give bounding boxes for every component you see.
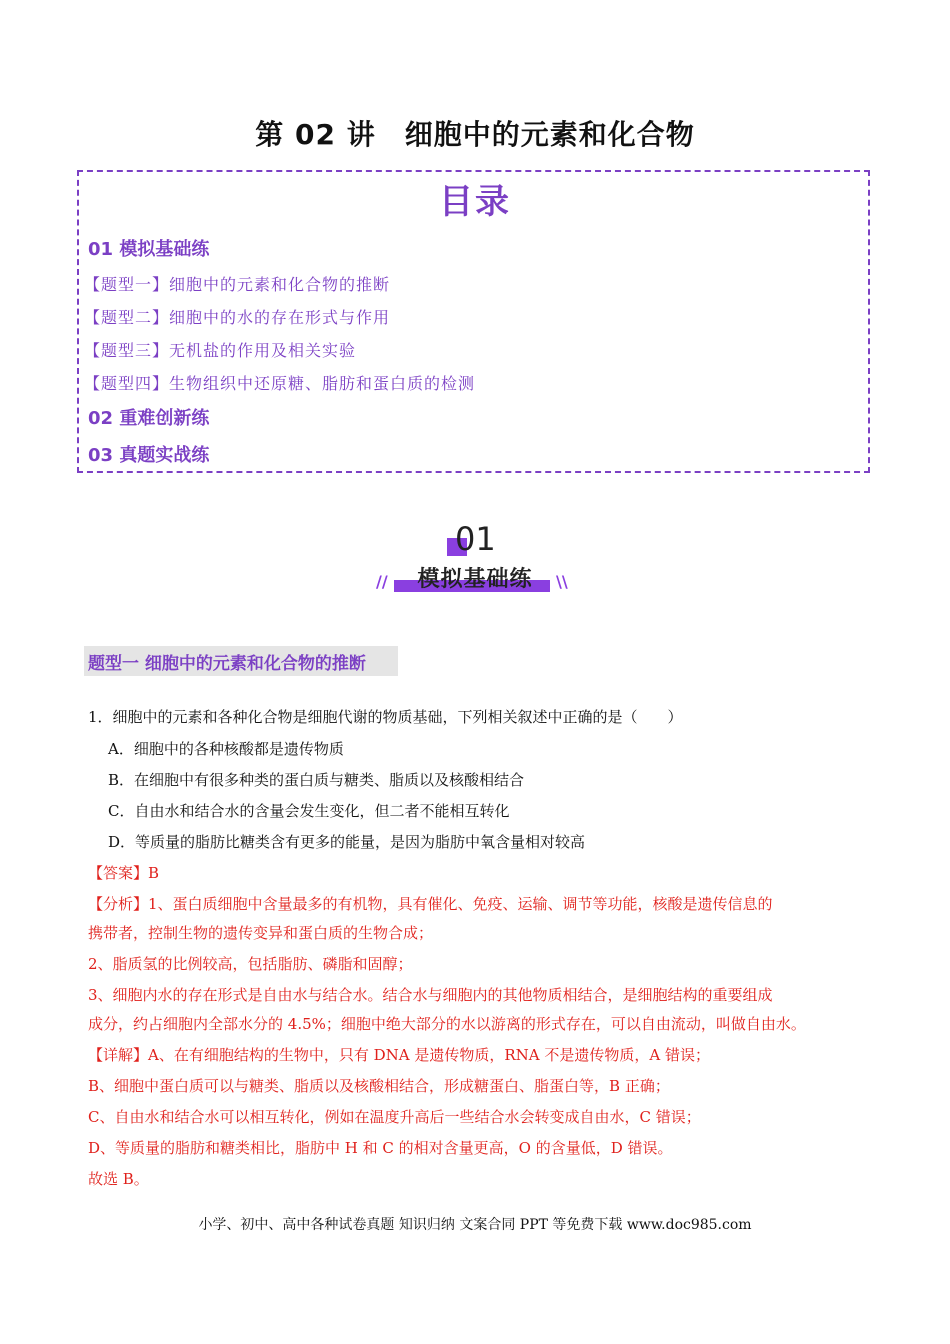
toc-item-4[interactable]: 【题型四】生物组织中还原糖、脂肪和蛋白质的检测 [84,374,476,393]
option-a: A．细胞中的各种核酸都是遗传物质 [108,740,344,758]
detail-line: D、等质量的脂肪和糖类相比，脂肪中 H 和 C 的相对含量更高，O 的含量低，D 错误。 [88,1139,673,1157]
detail-line: 故选 B。 [88,1170,149,1188]
toc-item-2[interactable]: 【题型二】细胞中的水的存在形式与作用 [84,308,391,327]
analysis-line: 携带者，控制生物的遗传变异和蛋白质的生物合成； [88,924,434,942]
banner-number: 01 [455,520,496,558]
toc-section-1[interactable]: 01 模拟基础练 [88,239,210,260]
detail-line: 【详解】A、在有细胞结构的生物中，只有 DNA 是遗传物质，RNA 不是遗传物质，A 错误； [88,1046,710,1064]
toc-section-2[interactable]: 02 重难创新练 [88,408,210,429]
detail-line: B、细胞中蛋白质可以与糖类、脂质以及核酸相结合，形成糖蛋白、脂蛋白等，B 正确； [88,1077,670,1095]
analysis-line: 成分，约占细胞内全部水分的 4.5%；细胞中绝大部分的水以游离的形式存在，可以自由流动，叫做自由水。 [88,1015,806,1033]
option-b: B．在细胞中有很多种类的蛋白质与糖类、脂质以及核酸相结合 [108,771,525,789]
question-stem: 1．细胞中的元素和各种化合物是细胞代谢的物质基础，下列相关叙述中正确的是（ ） [88,708,683,726]
toc-heading: 目录 [439,182,511,222]
toc-item-1[interactable]: 【题型一】细胞中的元素和化合物的推断 [84,275,391,294]
analysis-line: 2、脂质氢的比例较高，包括脂肪、磷脂和固醇； [88,955,413,973]
analysis-line: 3、细胞内水的存在形式是自由水与结合水。结合水与细胞内的其他物质相结合，是细胞结构的重要组成 [88,986,773,1004]
answer-line: 【答案】B [88,864,160,882]
right-slash-decoration: \\ [556,572,568,591]
toc-item-3[interactable]: 【题型三】无机盐的作用及相关实验 [84,341,357,360]
banner-title: 模拟基础练 [417,567,533,592]
document-title: 第 02 讲 细胞中的元素和化合物 [255,118,695,151]
toc-section-3[interactable]: 03 真题实战练 [88,445,210,466]
option-c: C．自由水和结合水的含量会发生变化，但二者不能相互转化 [108,802,510,820]
left-slash-decoration: // [376,572,388,591]
question-type-label: 题型一 细胞中的元素和化合物的推断 [88,654,366,674]
page-footer: 小学、初中、高中各种试卷真题 知识归纳 文案合同 PPT 等免费下载 www.doc985.com [198,1217,752,1233]
detail-line: C、自由水和结合水可以相互转化，例如在温度升高后一些结合水会转变成自由水，C 错误； [88,1108,701,1126]
analysis-line: 【分析】1、蛋白质细胞中含量最多的有机物，具有催化、免疫、运输、调节等功能，核酸是遗传信息的 [88,895,773,913]
question-type-heading [84,646,398,676]
option-d: D．等质量的脂肪比糖类含有更多的能量，是因为脂肪中氧含量相对较高 [108,833,586,851]
